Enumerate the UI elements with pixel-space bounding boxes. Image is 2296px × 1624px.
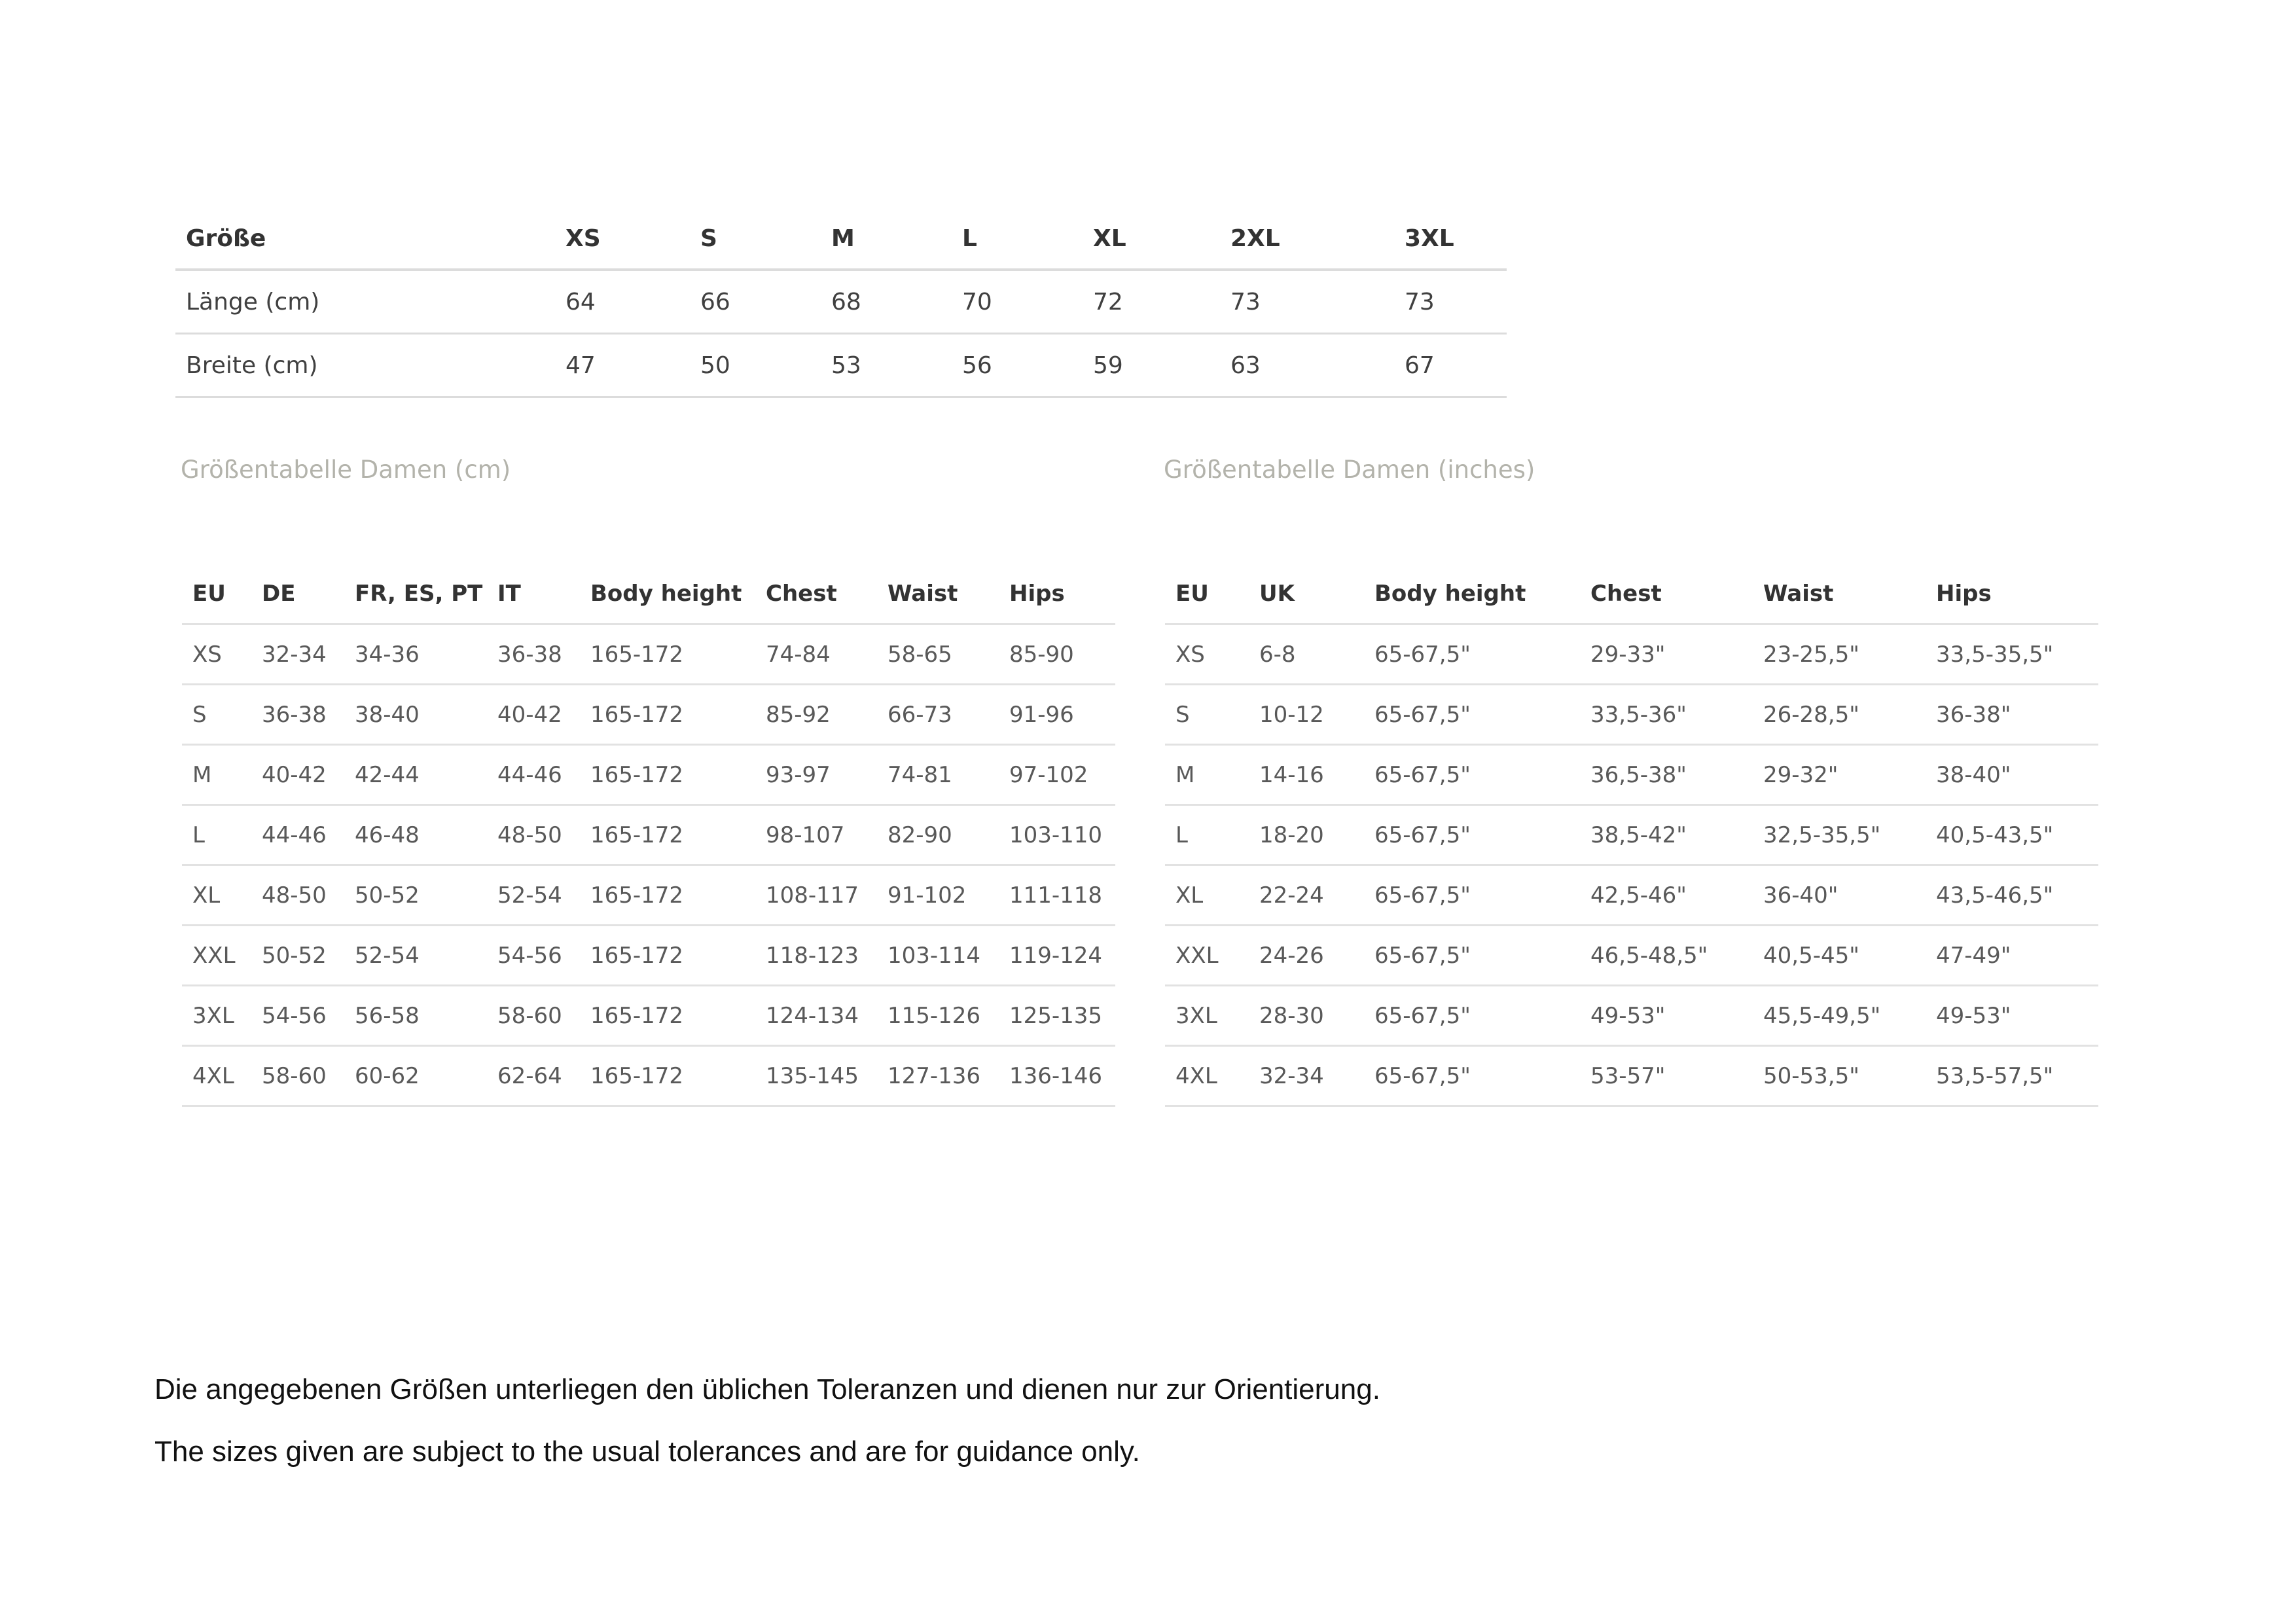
header-cell: Waist — [1753, 564, 1926, 624]
table-cell: 72 — [1083, 270, 1220, 334]
table-cell: 50-52 — [344, 865, 487, 926]
table-cell: 40-42 — [251, 745, 344, 805]
table-cell: 70 — [952, 270, 1083, 334]
table-cell: 32-34 — [251, 624, 344, 685]
table-cell: 28-30 — [1249, 986, 1364, 1046]
table-cell: 53-57" — [1580, 1046, 1753, 1106]
table-cell: Breite (cm) — [175, 334, 555, 397]
table-cell: 59 — [1083, 334, 1220, 397]
table-cell: 26-28,5" — [1753, 685, 1926, 745]
table-cell: 56 — [952, 334, 1083, 397]
table-cell: 47-49" — [1926, 926, 2098, 986]
table-cell: 33,5-36" — [1580, 685, 1753, 745]
table-cell: 44-46 — [251, 805, 344, 865]
table-row — [1165, 805, 2098, 865]
table-cell: 29-32" — [1753, 745, 1926, 805]
table-cell: 29-33" — [1580, 624, 1753, 685]
table-row — [182, 986, 1115, 1046]
header-cell: IT — [487, 564, 580, 624]
table-cell: 64 — [555, 270, 690, 334]
table-cell: 66 — [690, 270, 821, 334]
table-cell: 50 — [690, 334, 821, 397]
table-row — [1165, 745, 2098, 805]
table-cell: 73 — [1394, 270, 1507, 334]
table-cell: 73 — [1220, 270, 1394, 334]
table-cell: 56-58 — [344, 986, 487, 1046]
header-cell: FR, ES, PT — [344, 564, 487, 624]
womens-inches-table — [1165, 564, 2098, 1107]
table-row — [182, 865, 1115, 926]
table-row — [1165, 926, 2098, 986]
table-cell: L — [1165, 805, 1249, 865]
table-cell: 65-67,5" — [1364, 624, 1580, 685]
table-cell: 65-67,5" — [1364, 1046, 1580, 1106]
table-cell: 18-20 — [1249, 805, 1364, 865]
table-cell: 127-136 — [877, 1046, 999, 1106]
table-row — [1165, 1046, 2098, 1106]
table-cell: 165-172 — [580, 865, 755, 926]
table-cell: 65-67,5" — [1364, 926, 1580, 986]
table-row — [182, 624, 1115, 685]
header-cell: L — [952, 208, 1083, 270]
table-row — [1165, 624, 2098, 685]
table-cell: 40-42 — [487, 685, 580, 745]
table-cell: 46,5-48,5" — [1580, 926, 1753, 986]
header-cell: Body height — [1364, 564, 1580, 624]
table-cell: 98-107 — [755, 805, 877, 865]
table-row — [182, 745, 1115, 805]
header-cell: Waist — [877, 564, 999, 624]
table-cell: 135-145 — [755, 1046, 877, 1106]
table-cell: 40,5-45" — [1753, 926, 1926, 986]
header-cell: Chest — [1580, 564, 1753, 624]
table-cell: XXL — [182, 926, 251, 986]
table-cell: 36-38 — [487, 624, 580, 685]
table-cell: 63 — [1220, 334, 1394, 397]
header-cell: EU — [182, 564, 251, 624]
table-cell: 60-62 — [344, 1046, 487, 1106]
table-cell: 23-25,5" — [1753, 624, 1926, 685]
table-cell: 108-117 — [755, 865, 877, 926]
table-cell: 49-53" — [1926, 986, 2098, 1046]
table-cell: 42-44 — [344, 745, 487, 805]
table-row — [182, 926, 1115, 986]
table-cell: XXL — [1165, 926, 1249, 986]
table-cell: M — [182, 745, 251, 805]
table-cell: 82-90 — [877, 805, 999, 865]
table-row — [1165, 986, 2098, 1046]
table-cell: 66-73 — [877, 685, 999, 745]
table-cell: 6-8 — [1249, 624, 1364, 685]
table-cell: 50-52 — [251, 926, 344, 986]
header-cell: Chest — [755, 564, 877, 624]
header-cell: UK — [1249, 564, 1364, 624]
table-cell: 118-123 — [755, 926, 877, 986]
table-cell: M — [1165, 745, 1249, 805]
table-cell: 103-114 — [877, 926, 999, 986]
table-cell: 48-50 — [487, 805, 580, 865]
table-cell: 42,5-46" — [1580, 865, 1753, 926]
table-cell: 65-67,5" — [1364, 685, 1580, 745]
table-cell: 111-118 — [999, 865, 1115, 926]
table-cell: 119-124 — [999, 926, 1115, 986]
table-cell: 68 — [821, 270, 952, 334]
header-cell: XL — [1083, 208, 1220, 270]
table-cell: 67 — [1394, 334, 1507, 397]
table-cell: 53 — [821, 334, 952, 397]
table-row — [182, 685, 1115, 745]
header-cell: 3XL — [1394, 208, 1507, 270]
tolerance-note-de: Die angegebenen Größen unterliegen den üblichen Toleranzen und dienen nur zur Orientierung. — [154, 1373, 1380, 1405]
table-cell: 50-53,5" — [1753, 1046, 1926, 1106]
table-cell: 38-40" — [1926, 745, 2098, 805]
table-cell: 165-172 — [580, 624, 755, 685]
header-cell: Body height — [580, 564, 755, 624]
table-row — [182, 1046, 1115, 1106]
table-cell: 165-172 — [580, 926, 755, 986]
table-cell: 38-40 — [344, 685, 487, 745]
table-cell: XS — [182, 624, 251, 685]
table-cell: 38,5-42" — [1580, 805, 1753, 865]
table-cell: 65-67,5" — [1364, 986, 1580, 1046]
table-cell: 62-64 — [487, 1046, 580, 1106]
header-cell: Größe — [175, 208, 555, 270]
table-cell: 14-16 — [1249, 745, 1364, 805]
table-cell: 97-102 — [999, 745, 1115, 805]
table-cell: 36-38 — [251, 685, 344, 745]
table-cell: 3XL — [182, 986, 251, 1046]
table-cell: 125-135 — [999, 986, 1115, 1046]
size-table — [175, 208, 1507, 398]
size-table-header — [175, 208, 1507, 270]
table-cell: 3XL — [1165, 986, 1249, 1046]
header-cell: S — [690, 208, 821, 270]
table-cell: 58-65 — [877, 624, 999, 685]
womens-cm-header — [182, 564, 1115, 624]
table-cell: 45,5-49,5" — [1753, 986, 1926, 1046]
table-cell: 52-54 — [344, 926, 487, 986]
table-cell: 46-48 — [344, 805, 487, 865]
header-cell: EU — [1165, 564, 1249, 624]
table-cell: 40,5-43,5" — [1926, 805, 2098, 865]
tolerance-note-en: The sizes given are subject to the usual tolerances and are for guidance only. — [154, 1435, 1140, 1468]
table-cell: 24-26 — [1249, 926, 1364, 986]
header-cell: DE — [251, 564, 344, 624]
table-row — [175, 334, 1507, 397]
table-cell: 4XL — [182, 1046, 251, 1106]
table-cell: 54-56 — [487, 926, 580, 986]
table-cell: 85-92 — [755, 685, 877, 745]
table-cell: 49-53" — [1580, 986, 1753, 1046]
table-row — [1165, 685, 2098, 745]
header-cell: M — [821, 208, 952, 270]
table-cell: 65-67,5" — [1364, 805, 1580, 865]
table-cell: 4XL — [1165, 1046, 1249, 1106]
table-cell: 32-34 — [1249, 1046, 1364, 1106]
womens-inches-header — [1165, 564, 2098, 624]
table-cell: XS — [1165, 624, 1249, 685]
table-cell: L — [182, 805, 251, 865]
table-cell: 52-54 — [487, 865, 580, 926]
table-cell: 85-90 — [999, 624, 1115, 685]
table-cell: 136-146 — [999, 1046, 1115, 1106]
table-cell: 53,5-57,5" — [1926, 1046, 2098, 1106]
table-cell: S — [182, 685, 251, 745]
table-cell: 34-36 — [344, 624, 487, 685]
table-cell: 54-56 — [251, 986, 344, 1046]
table-cell: 165-172 — [580, 745, 755, 805]
womens-cm-title: Größentabelle Damen (cm) — [181, 456, 511, 484]
table-cell: 58-60 — [487, 986, 580, 1046]
table-cell: 74-84 — [755, 624, 877, 685]
table-cell: 165-172 — [580, 685, 755, 745]
table-cell: 58-60 — [251, 1046, 344, 1106]
table-cell: 74-81 — [877, 745, 999, 805]
table-cell: 65-67,5" — [1364, 865, 1580, 926]
table-row — [182, 805, 1115, 865]
table-cell: 22-24 — [1249, 865, 1364, 926]
table-cell: 65-67,5" — [1364, 745, 1580, 805]
table-cell: XL — [182, 865, 251, 926]
header-cell: Hips — [1926, 564, 2098, 624]
table-cell: 124-134 — [755, 986, 877, 1046]
header-cell: 2XL — [1220, 208, 1394, 270]
table-cell: 36,5-38" — [1580, 745, 1753, 805]
table-cell: 10-12 — [1249, 685, 1364, 745]
table-cell: 43,5-46,5" — [1926, 865, 2098, 926]
table-cell: 115-126 — [877, 986, 999, 1046]
table-row — [1165, 865, 2098, 926]
table-cell: XL — [1165, 865, 1249, 926]
header-cell: Hips — [999, 564, 1115, 624]
table-cell: 91-96 — [999, 685, 1115, 745]
table-cell: Länge (cm) — [175, 270, 555, 334]
table-cell: 165-172 — [580, 805, 755, 865]
table-cell: 32,5-35,5" — [1753, 805, 1926, 865]
table-cell: S — [1165, 685, 1249, 745]
table-cell: 103-110 — [999, 805, 1115, 865]
table-cell: 93-97 — [755, 745, 877, 805]
womens-cm-table — [182, 564, 1115, 1107]
table-row — [175, 270, 1507, 334]
table-cell: 91-102 — [877, 865, 999, 926]
table-cell: 47 — [555, 334, 690, 397]
table-cell: 44-46 — [487, 745, 580, 805]
table-cell: 48-50 — [251, 865, 344, 926]
table-cell: 165-172 — [580, 1046, 755, 1106]
table-cell: 36-38" — [1926, 685, 2098, 745]
table-cell: 33,5-35,5" — [1926, 624, 2098, 685]
header-cell: XS — [555, 208, 690, 270]
womens-inches-title: Größentabelle Damen (inches) — [1164, 456, 1535, 484]
table-cell: 165-172 — [580, 986, 755, 1046]
table-cell: 36-40" — [1753, 865, 1926, 926]
